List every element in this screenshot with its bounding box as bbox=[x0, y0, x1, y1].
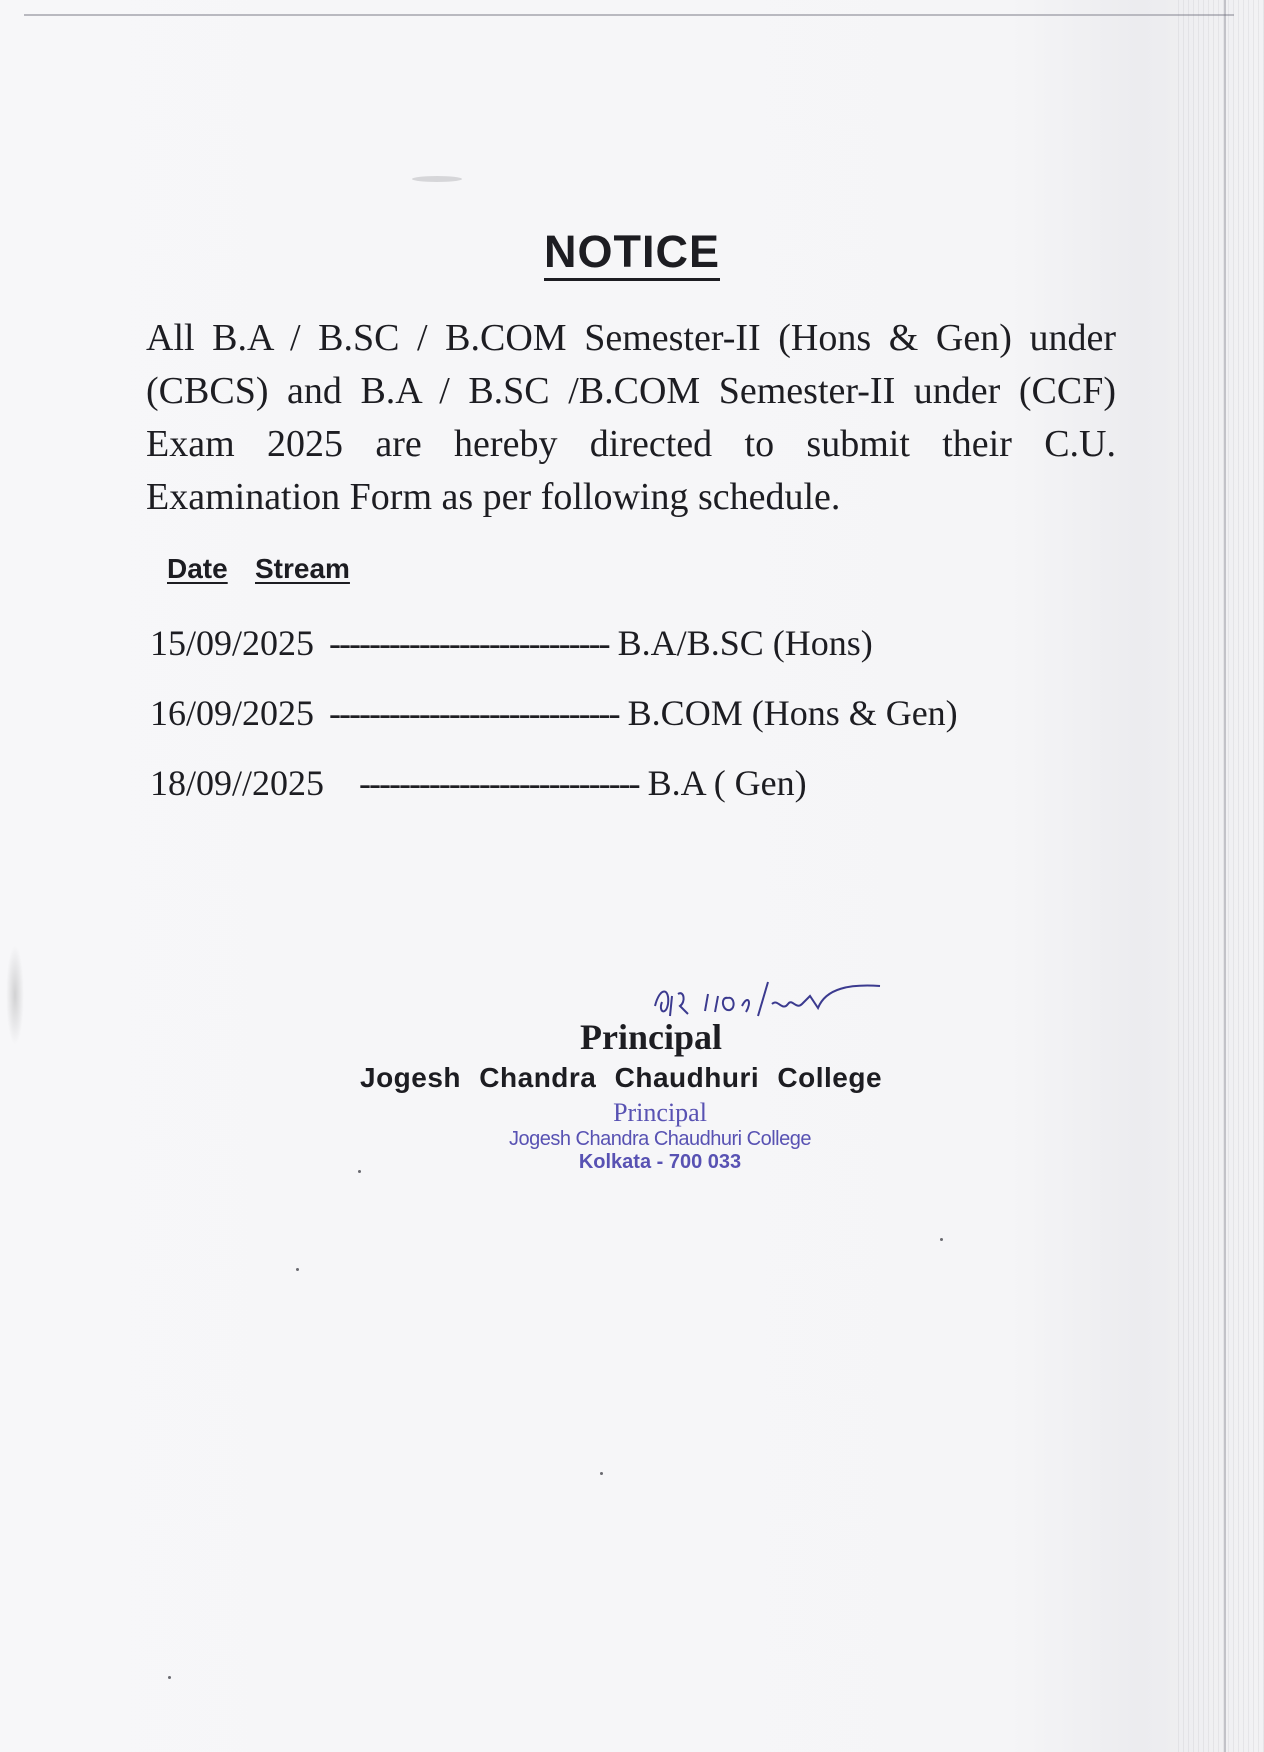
schedule-dashes: ---------------------------- bbox=[329, 623, 609, 663]
scan-speck bbox=[600, 1472, 603, 1475]
schedule-date: 15/09/2025 bbox=[150, 623, 315, 663]
stamp-college: Jogesh Chandra Chaudhuri College bbox=[509, 1128, 811, 1150]
principal-label: Principal bbox=[580, 1017, 722, 1057]
notice-body: All B.A / B.SC / B.COM Semester-II (Hons & Gen) under (CBCS) and B.A / B.SC /B.COM Semester-II under (CCF) Exam 2025 are hereby directed to submit their C.U. Examination Form as per following schedule. bbox=[146, 317, 1116, 518]
notice-title bbox=[0, 226, 1264, 278]
schedule-date: 16/09/2025 bbox=[150, 693, 315, 733]
schedule-dashes: ---------------------------- bbox=[359, 763, 639, 803]
left-margin-mark bbox=[6, 945, 24, 1045]
schedule-row bbox=[150, 622, 873, 664]
schedule-header-stream: Stream bbox=[255, 553, 350, 584]
stamp-address: Kolkata - 700 033 bbox=[578, 1151, 742, 1173]
official-stamp bbox=[480, 1098, 840, 1174]
schedule-stream: B.A ( Gen) bbox=[647, 763, 807, 803]
scan-speck bbox=[358, 1170, 361, 1173]
schedule-header-date: Date bbox=[167, 553, 228, 584]
schedule-dashes: ----------------------------- bbox=[329, 693, 619, 733]
schedule-stream: B.COM (Hons & Gen) bbox=[627, 693, 958, 733]
stamp-title: Principal bbox=[613, 1098, 707, 1127]
scan-smudge bbox=[412, 176, 462, 182]
scan-speck bbox=[296, 1268, 299, 1271]
notice-title-text: NOTICE bbox=[544, 226, 720, 281]
scan-speck bbox=[168, 1676, 171, 1679]
top-border-line bbox=[24, 14, 1234, 16]
schedule-row bbox=[150, 762, 807, 804]
schedule-row bbox=[150, 692, 958, 734]
schedule-stream: B.A/B.SC (Hons) bbox=[617, 623, 873, 663]
college-name: Jogesh Chandra Chaudhuri College bbox=[360, 1062, 883, 1093]
scan-speck bbox=[940, 1238, 943, 1241]
schedule-date: 18/09//2025 bbox=[150, 763, 325, 803]
